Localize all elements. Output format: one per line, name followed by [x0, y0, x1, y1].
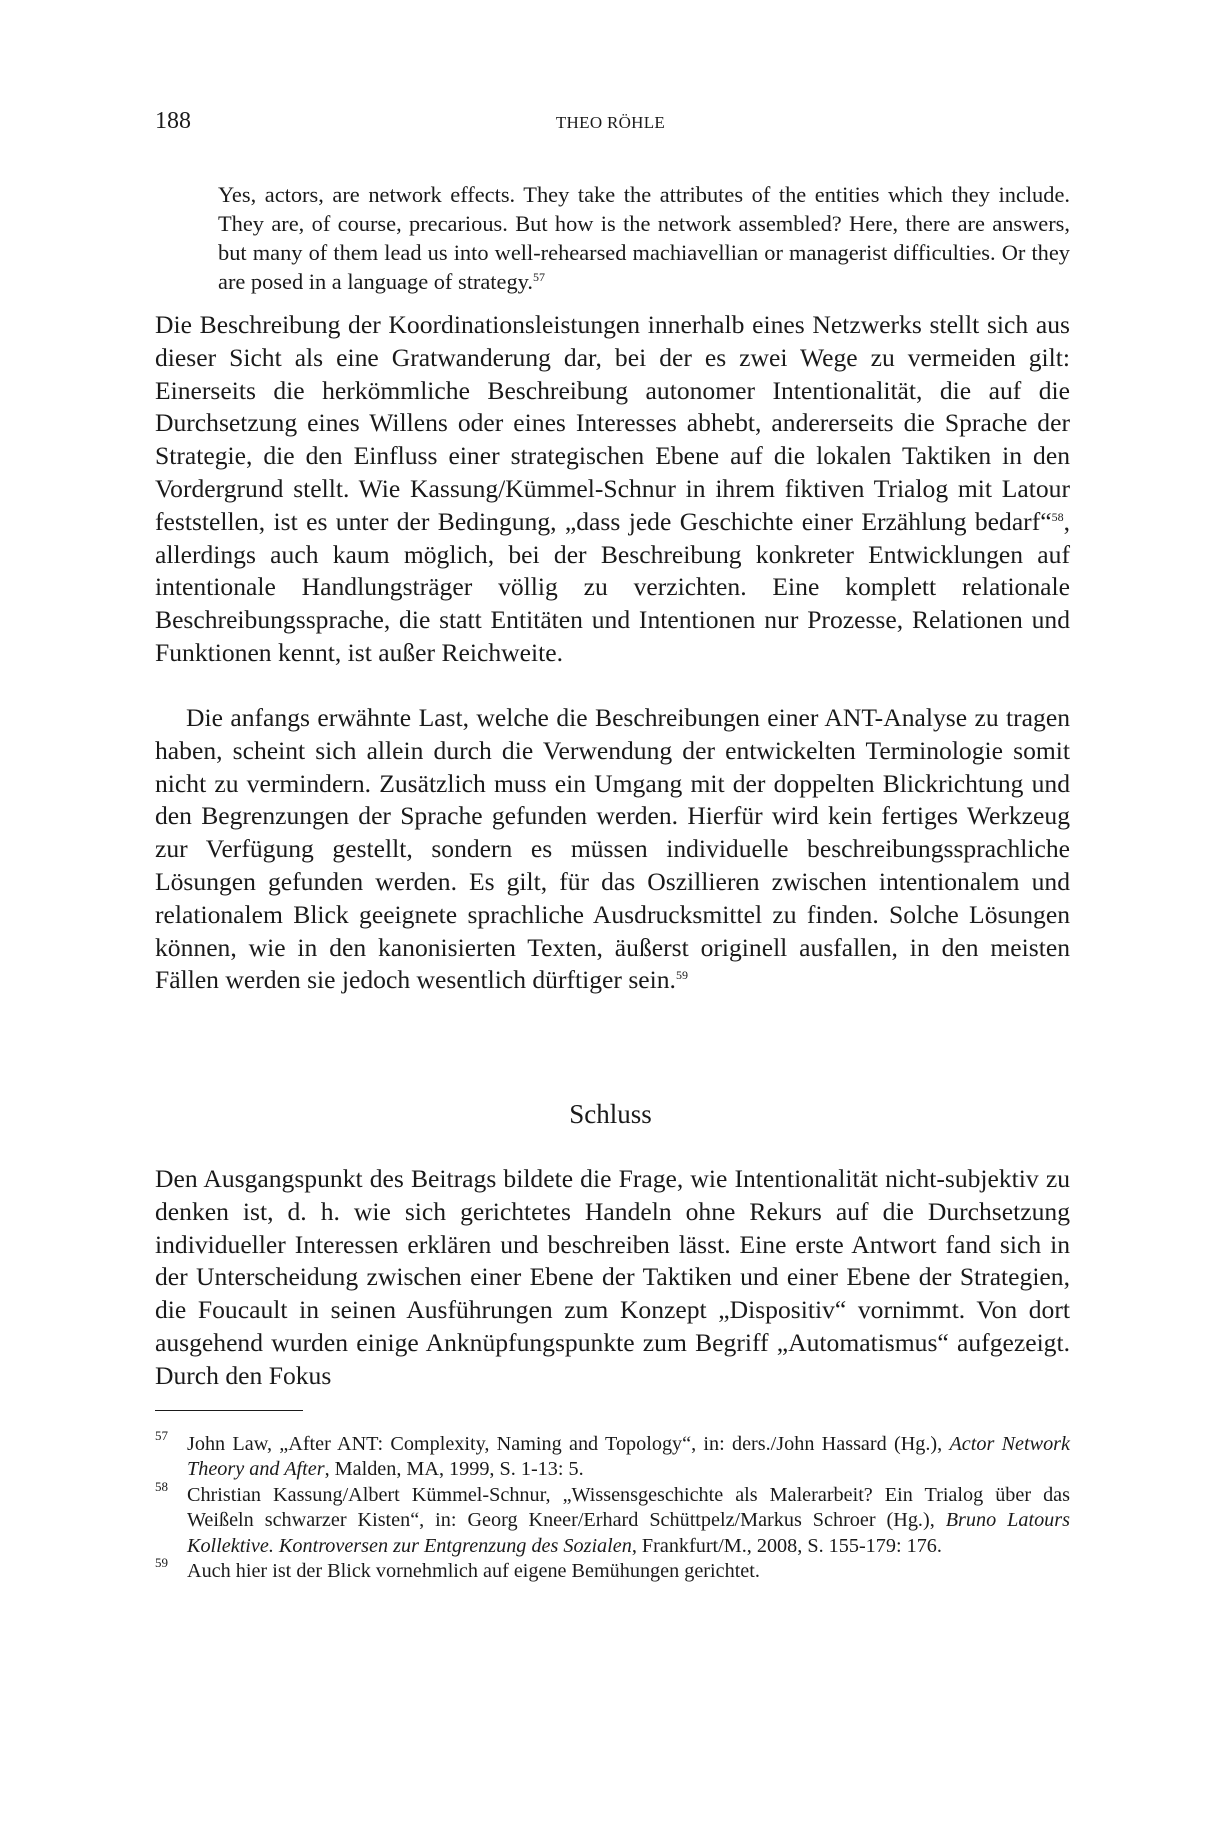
block-quote [218, 180, 1070, 296]
paragraph-text: Die Beschreibung der Koordinationsleistungen innerhalb eines Netzwerks stellt sich aus dieser Sicht als eine Gratwanderung dar, bei der es zwei Wege zu vermeiden gilt: Einerseits die herkömmliche Beschreibung autonomer Intentionalität, die auf die Durchsetzung eines Willens oder eines Interesses abhebt, andererseits die Sprache der Strategie, die den Einfluss einer strategischen Ebene auf die lokalen Taktiken in den Vordergrund stellt. Wie Kassung/Kümmel-Schnur in ihrem fiktiven Trialog mit Latour feststellen, ist es unter der Bedingung, „dass jede Geschichte einer Erzählung bedarf“ [155, 310, 1070, 536]
footnote-text-part: , Malden, MA, 1999, S. 1-13: 5. [324, 1458, 584, 1481]
running-head: THEO RÖHLE [555, 113, 666, 132]
paragraph [155, 1163, 1070, 1393]
section-heading: Schluss [569, 1099, 652, 1129]
paragraph [155, 702, 1070, 997]
paragraph [155, 309, 1070, 670]
footnote-text [187, 1559, 1070, 1584]
footnote-text-part: , Frankfurt/M., 2008, S. 155-179: 176. [631, 1534, 942, 1557]
footnote-number: 58 [155, 1478, 168, 1494]
footnote [155, 1428, 1070, 1483]
footnote [155, 1478, 1070, 1559]
footnote-title: Actor Network Theory and After [187, 1433, 1070, 1481]
footnote-rule [155, 1410, 303, 1411]
footnote-text-part: Auch hier ist der Blick vornehmlich auf eigene Bemühungen gerichtet. [187, 1560, 760, 1583]
footnote-text [187, 1432, 1070, 1483]
footnote-text-part: John Law, „After ANT: Complexity, Naming and Topology“, in: ders./John Hassard (Hg.), [187, 1433, 950, 1455]
quote-text: Yes, actors, are network effects. They take the attributes of the entities which they include. They are, of course, precarious. But how is the network assembled? Here, there are answers, but many of them lead us into well-rehearsed machiavellian or managerist difficulties. Or they are posed in a language of strategy. [218, 182, 1070, 294]
page-number: 188 [155, 108, 191, 134]
footnote-number: 57 [155, 1428, 168, 1443]
footnote-text [187, 1483, 1070, 1559]
footnote-text-part: Christian Kassung/Albert Kümmel-Schnur, „Wissensgeschichte als Malerarbeit? Ein Trialog über das Weißeln schwarzer Kisten“, in: Georg Kneer/Erhard Schüttpelz/Markus Schroer (Hg.), [187, 1483, 1070, 1532]
footnote-ref: 59 [675, 968, 688, 983]
footnotes [155, 1428, 1070, 1584]
paragraph-text: , allerdings auch kaum möglich, bei der Beschreibung konkreter Entwicklungen auf intentionale Handlungsträger völlig zu verzichten. Eine komplett relationale Beschreibungssprache, die statt Entitäten und Intentionen nur Prozesse, Relationen und Funktionen kennt, ist außer Reichweite. [155, 506, 1070, 667]
footnote-number: 59 [155, 1555, 168, 1571]
footnote-ref: 57 [533, 270, 545, 284]
paragraph-text: Den Ausgangspunkt des Beitrags bildete die Frage, wie Intentionalität nicht-subjektiv zu denken ist, d. h. wie sich gerichtetes Handeln ohne Rekurs auf die Durchsetzung individueller Interessen erklären und beschreiben lässt. Eine erste Antwort fand sich in der Unterscheidung zwischen einer Ebene der Taktiken und einer Ebene der Strategien, die Foucault in seinen Ausführungen zum Konzept „Dispositiv“ vornimmt. Von dort ausgehend wurden einige Anknüpfungspunkte zum Begriff „Automatismus“ aufgezeigt. Durch den Fokus [155, 1164, 1070, 1390]
paragraph-text: Die anfangs erwähnte Last, welche die Beschreibungen einer ANT-Analyse zu tragen haben, scheint sich allein durch die Verwendung der entwickelten Terminologie somit nicht zu vermindern. Zusätzlich muss ein Umgang mit der doppelten Blickrichtung und den Begrenzungen der Sprache gefunden werden. Hierfür wird kein fertiges Werkzeug zur Verfügung gestellt, sondern es müssen individuelle beschreibungssprachliche Lösungen gefunden werden. Es gilt, für das Oszillieren zwischen intentionalem und relationalem Blick geeignete sprachliche Ausdrucksmittel zu finden. Solche Lösungen können, wie in den kanonisierten Texten, äußerst originell ausfallen, in den meisten Fällen werden sie jedoch wesentlich dürftiger sein. [155, 703, 1070, 995]
footnote [155, 1555, 1070, 1584]
footnote-title: Bruno Latours Kollektive. Kontroversen zur Entgrenzung des Sozialen [187, 1509, 1070, 1557]
footnote-ref: 58 [1051, 509, 1064, 524]
